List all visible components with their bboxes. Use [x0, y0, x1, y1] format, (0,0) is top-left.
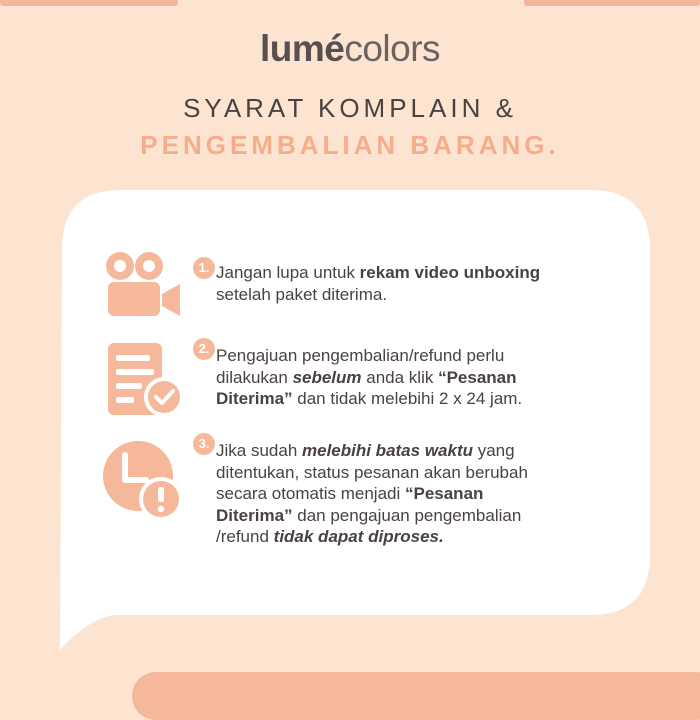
text-segment: dan pengajuan pengembalian	[292, 505, 522, 525]
item-number-3: 3.	[193, 433, 215, 455]
text-segment: “Pesanan	[404, 484, 484, 503]
video-camera-icon	[103, 250, 183, 322]
text-segment: Diterima”	[216, 505, 293, 525]
text-segment: dan tidak melebihi 2 x 24 jam.	[292, 389, 523, 408]
text-segment: sebelum	[292, 367, 362, 387]
text-segment: Diterima”	[216, 389, 293, 408]
item-text-1	[216, 262, 616, 305]
item-text-3	[216, 440, 616, 548]
item-number-2: 2.	[193, 338, 215, 360]
text-segment: tidak dapat diproses.	[273, 527, 444, 546]
text-segment: setelah paket diterima.	[216, 284, 388, 304]
title-line-1: SYARAT KOMPLAIN &	[183, 93, 517, 123]
text-segment: Jika sudah	[216, 441, 302, 460]
text-segment: dilakukan	[216, 367, 293, 387]
text-segment: yang	[473, 441, 515, 460]
item-number-1: 1.	[193, 257, 215, 279]
text-segment: ditentukan, status pesanan akan berubah	[216, 462, 528, 482]
text-segment: secara otomatis menjadi	[216, 484, 405, 503]
title-line-2: PENGEMBALIAN BARANG.	[140, 130, 560, 160]
text-segment: Jangan lupa untuk	[216, 263, 360, 282]
text-segment: Pengajuan pengembalian/refund perlu	[216, 346, 505, 365]
brand-logo: lumécolors	[259, 28, 441, 69]
text-segment: /refund	[216, 527, 274, 546]
text-segment: rekam video unboxing	[359, 263, 541, 282]
clock-alert-icon	[102, 440, 186, 524]
bottom-bar	[132, 672, 700, 720]
text-segment: melebihi batas waktu	[302, 441, 473, 460]
document-check-icon	[108, 343, 184, 419]
item-text-2	[216, 345, 616, 410]
text-segment: “Pesanan	[438, 367, 517, 387]
text-segment: anda klik	[361, 367, 439, 387]
